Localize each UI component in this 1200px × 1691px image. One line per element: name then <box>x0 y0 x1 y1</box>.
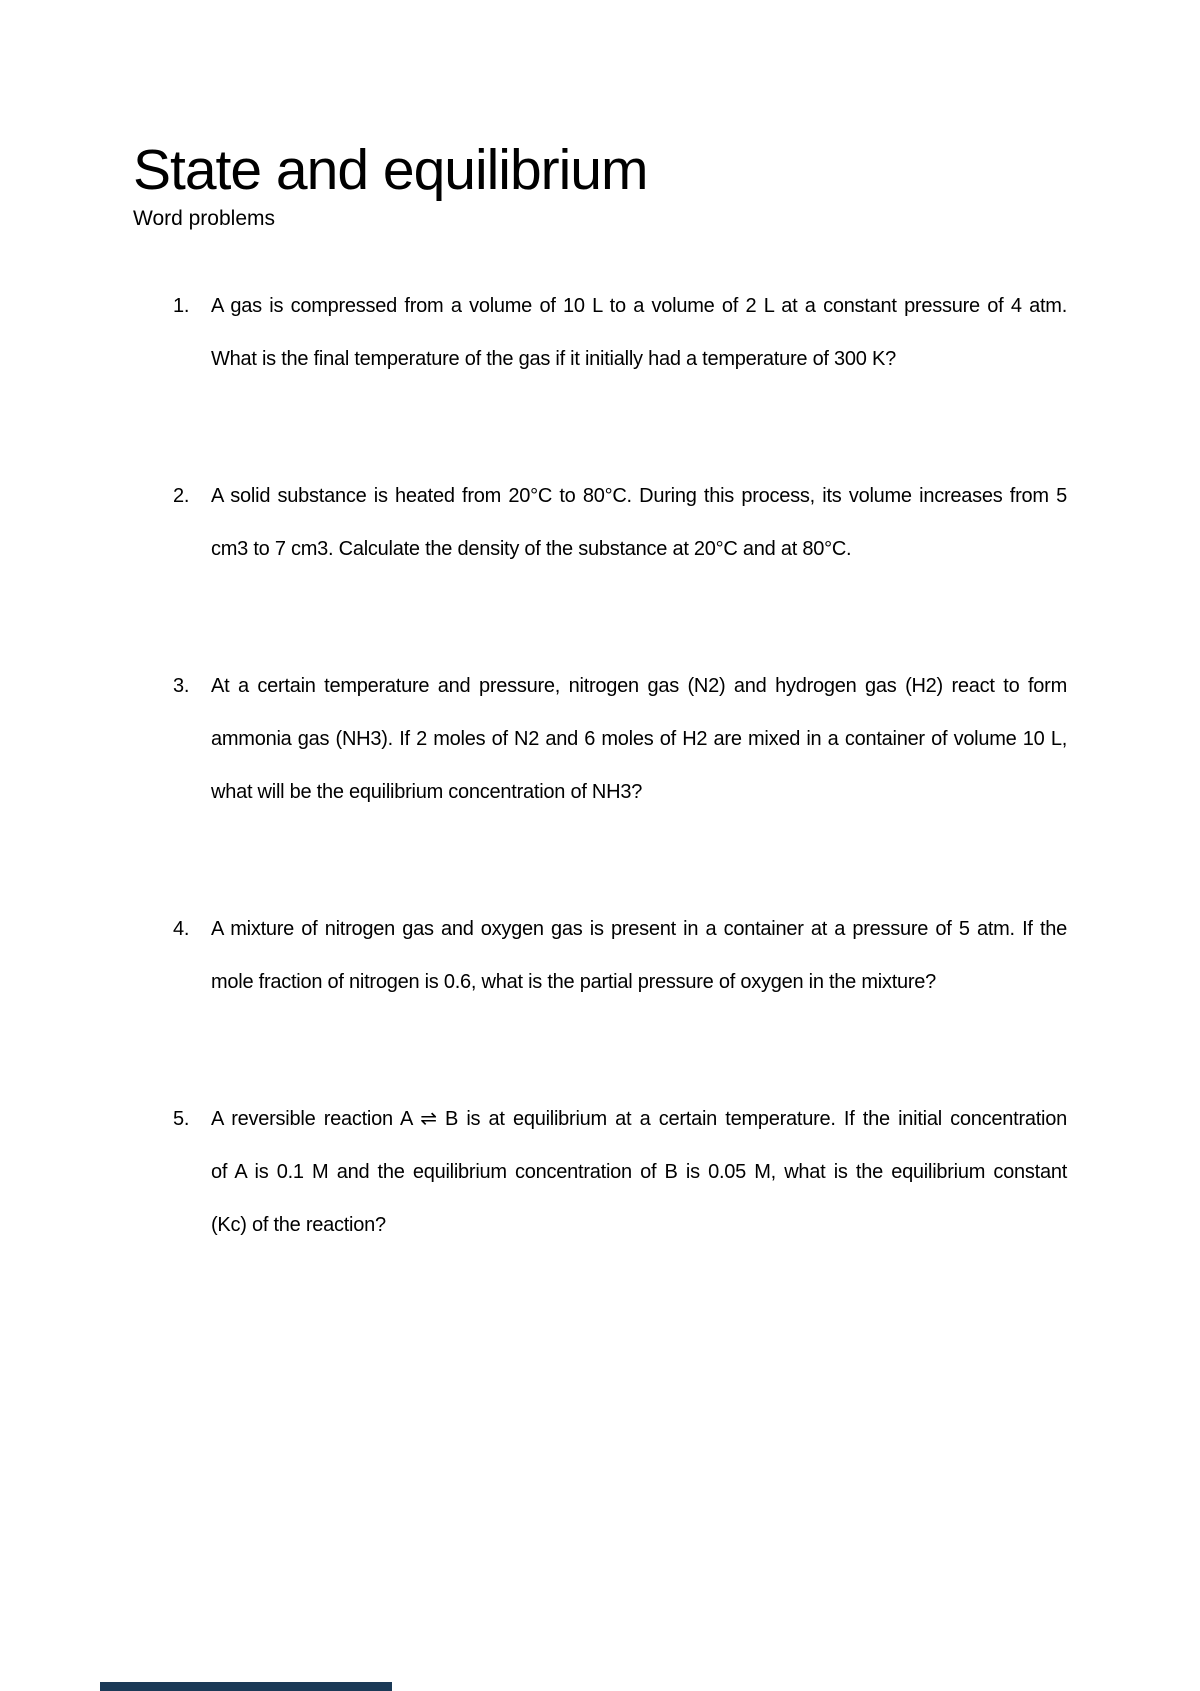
problem-text-line: cm3 to 7 cm3. Calculate the density of the substance at 20°C and at 80°C. <box>211 538 852 560</box>
problem-text <box>211 280 1067 386</box>
problem-text-line: A reversible reaction A ⇌ B is at equilibrium at a certain temperature. If the initial concentration <box>211 1108 1067 1130</box>
problem-text <box>211 1093 1067 1252</box>
problem-text <box>211 903 1067 1009</box>
problem-number: 5. <box>173 1108 190 1130</box>
problem-text-line: mole fraction of nitrogen is 0.6, what is the partial pressure of oxygen in the mixture? <box>211 971 937 993</box>
problem-number: 2. <box>173 485 190 507</box>
problem-number: 4. <box>173 918 190 940</box>
problem-text-line: At a certain temperature and pressure, nitrogen gas (N2) and hydrogen gas (H2) react to form <box>211 675 1067 697</box>
problem-list <box>0 280 1200 1252</box>
problem-text <box>211 470 1067 576</box>
problem-item-2 <box>173 470 1200 576</box>
page-subtitle: Word problems <box>133 207 275 230</box>
problem-text-line: ammonia gas (NH3). If 2 moles of N2 and 6 moles of H2 are mixed in a container of volume 10 L, <box>211 728 1067 750</box>
problem-item-1 <box>173 280 1200 386</box>
problem-text-line: (Kc) of the reaction? <box>211 1214 386 1236</box>
problem-item-3 <box>173 660 1200 819</box>
problem-text-line: A solid substance is heated from 20°C to 80°C. During this process, its volume increases from 5 <box>211 485 1067 507</box>
problem-text-line: what will be the equilibrium concentration of NH3? <box>211 781 643 803</box>
problem-text-line: What is the final temperature of the gas if it initially had a temperature of 300 K? <box>211 348 896 370</box>
problem-text-line: of A is 0.1 M and the equilibrium concentration of B is 0.05 M, what is the equilibrium constant <box>211 1161 1067 1183</box>
problem-item-5 <box>173 1093 1200 1252</box>
problem-text-line: A mixture of nitrogen gas and oxygen gas is present in a container at a pressure of 5 atm. If the <box>211 918 1067 940</box>
bottom-edge-bar <box>100 1682 392 1691</box>
problem-text <box>211 660 1067 819</box>
document-page <box>0 138 1200 1691</box>
problem-number: 1. <box>173 295 190 317</box>
problem-text-line: A gas is compressed from a volume of 10 L to a volume of 2 L at a constant pressure of 4 atm. <box>211 295 1067 317</box>
problem-number: 3. <box>173 675 190 697</box>
problem-item-4 <box>173 903 1200 1009</box>
page-title: State and equilibrium <box>133 138 648 202</box>
